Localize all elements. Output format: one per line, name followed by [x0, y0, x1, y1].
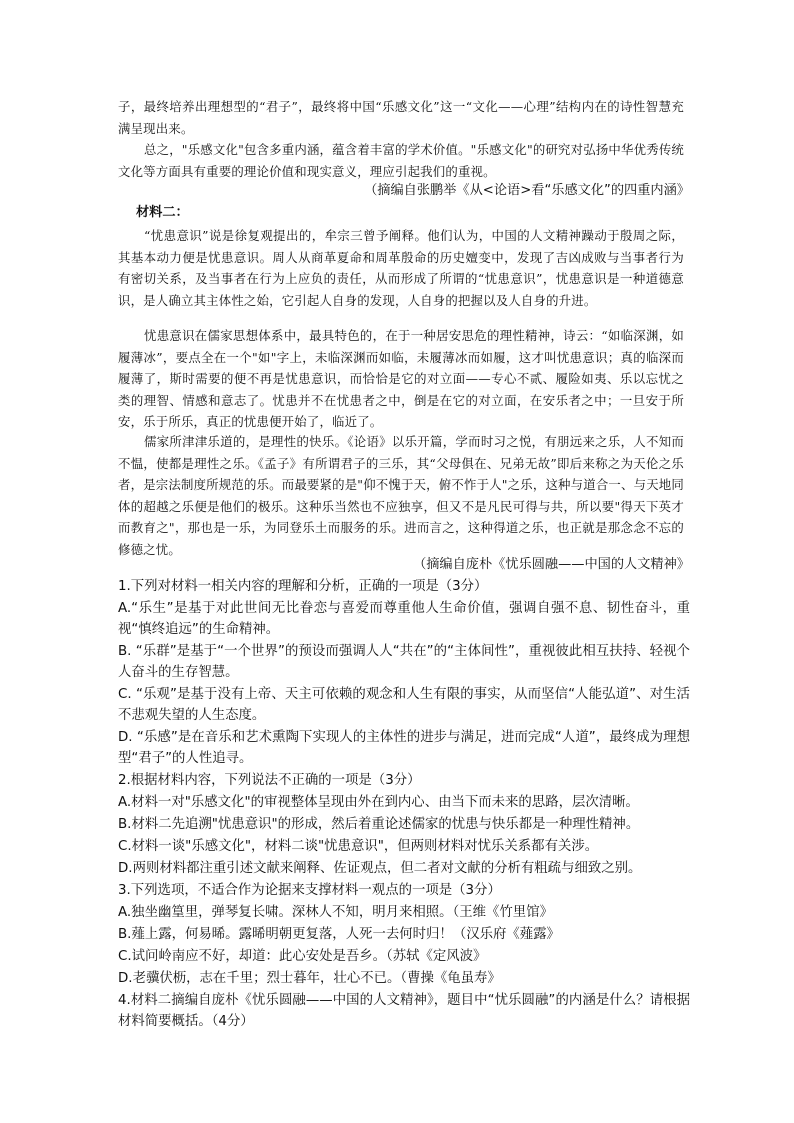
- question-3-option-b: B.薤上露，何易晞。露晞明朝更复落，人死一去何时归！（汉乐府《薤露》: [118, 927, 560, 942]
- question-2-stem: 2.根据材料内容，下列说法不正确的一项是（3分）: [118, 773, 421, 788]
- question-3-option-a: A.独坐幽篁里，弹琴复长啸。深林人不知，明月来相照。（王维《竹里馆》: [118, 905, 553, 920]
- question-1-option-c: C. “乐观”是基于没有上帝、天主可依赖的观念和人生有限的事实，从而坚信“人能弘道”、对生活不悲观失望的人生态度。: [118, 687, 690, 724]
- material1-paragraph: 子，最终培养出理想型的“君子”，最终将中国“乐感文化”这一“文化——心理”结构内在的诗性智慧充满呈现出来。: [118, 99, 684, 136]
- question-4-stem: 4.材料二摘编自庞朴《忧乐圆融——中国的人文精神》，题目中“忧乐圆融”的内涵是什么？请根据材料简要概括。（4分）: [118, 993, 690, 1030]
- question-1-stem: 1.下列对材料一相关内容的理解和分析，正确的一项是（3分）: [118, 579, 488, 594]
- material1-summary-paragraph: 总之，"乐感文化"包含多重内涵，蕴含着丰富的学术价值。"乐感文化"的研究对弘扬中华优秀传统文化等方面具有重要的理论价值和现实意义，理应引起我们的重视。: [118, 142, 684, 179]
- question-2-option-d: D.两则材料都注重引述文献来阐释、佐证观点，但二者对文献的分析有粗疏与细致之别。: [118, 861, 642, 876]
- material2-paragraph-3: 儒家所津津乐道的，是理性的快乐。《论语》以乐开篇，学而时习之悦，有朋远来之乐，人不知而不愠，使都是理性之乐。《孟子》有所谓君子的三乐，其“父母俱在、兄弟无故”即后来称之为天伦之乐者，是宗法制度所规范的乐。而最要紧的是"仰不愧于天，俯不怍于人"之乐，这种与道合一、与天地同体的超越之乐便是他们的极乐。这种乐当然也不应独享，但又不是凡民可得与共，所以要"得天下英才而教育之"，那也是一乐，为同登乐土而服务的乐。进而言之，这种得道之乐，也正就是那念念不忘的修德之忧。: [118, 434, 684, 557]
- material2-paragraph-1: “忧患意识”说是徐复观提出的，牟宗三曾予阐释。他们认为，中国的人文精神躁动于殷周之际，其基本动力便是忧患意识。周人从商革夏命和周革殷命的历史嬗变中，发现了吉凶成败与当事者行为有密切关系，及当事者在行为上应负的责任，从而形成了所谓的“忧患意识”，忧患意识是一种道德意识，是人确立其主体性之始，它引起人自身的发现，人自身的把握以及人自身的升进。: [118, 228, 684, 308]
- material1-source: （摘编自张鹏举《从<论语>看“乐感文化”的四重内涵》: [364, 183, 690, 198]
- question-1-option-b: B. “乐群”是基于“一个世界”的预设而强调人人“共在”的“主体间性”，重视彼此相互扶持、轻视个人奋斗的生存智慧。: [118, 644, 690, 681]
- question-1-option-a: A.“乐生”是基于对此世间无比眷恋与喜爱而尊重他人生命价值，强调自强不息、韧性奋斗，重视“慎终追远”的生命精神。: [118, 601, 690, 638]
- question-3-stem: 3.下列选项，不适合作为论据来支撑材料一观点的一项是（3分）: [118, 883, 501, 898]
- material2-source: （摘编自庞朴《忧乐圆融——中国的人文精神》: [413, 557, 690, 572]
- question-2-option-b: B.材料二先追溯"忧患意识"的形成，然后着重论述儒家的忧患与快乐都是一种理性精神。: [118, 817, 640, 832]
- material2-paragraph-2: 忧患意识在儒家思想体系中，最具特色的，在于一种居安思危的理性精神，诗云：“如临深渊，如履薄冰”，要点全在一个"如"字上，未临深渊而如临，未履薄冰而如履，这才叫忧患意识；真的临深而履薄了，斯时需要的便不再是忧患意识，而恰恰是它的对立面——专心不贰、履险如夷、乐以忘忧之类的理智、情感和意志了。忧患并不在忧患者之中，倒是在它的对立面，在安乐者之中；一旦安于所安，乐于所乐，真正的忧患便开始了，临近了。: [118, 328, 684, 430]
- material2-heading: 材料二：: [136, 205, 189, 220]
- question-3-option-d: D.老骥伏枥，志在千里；烈士暮年，壮心不已。（曹操《龟虽寿》: [118, 971, 501, 986]
- question-1-option-d: D. “乐感”是在音乐和艺术熏陶下实现人的主体性的进步与满足，进而完成“人道”，最终成为理想型“君子”的人性追寻。: [118, 730, 690, 767]
- question-2-option-a: A.材料一对"乐感文化"的审视整体呈现由外在到内心、由当下而未来的思路，层次清晰。: [118, 795, 639, 810]
- question-3-option-c: C.试问岭南应不好，却道：此心安处是吾乡。（苏轼《定风波》: [118, 949, 487, 964]
- question-2-option-c: C.材料一谈"乐感文化"，材料二谈"忧患意识"，但两则材料对忧乐关系都有关涉。: [118, 839, 599, 854]
